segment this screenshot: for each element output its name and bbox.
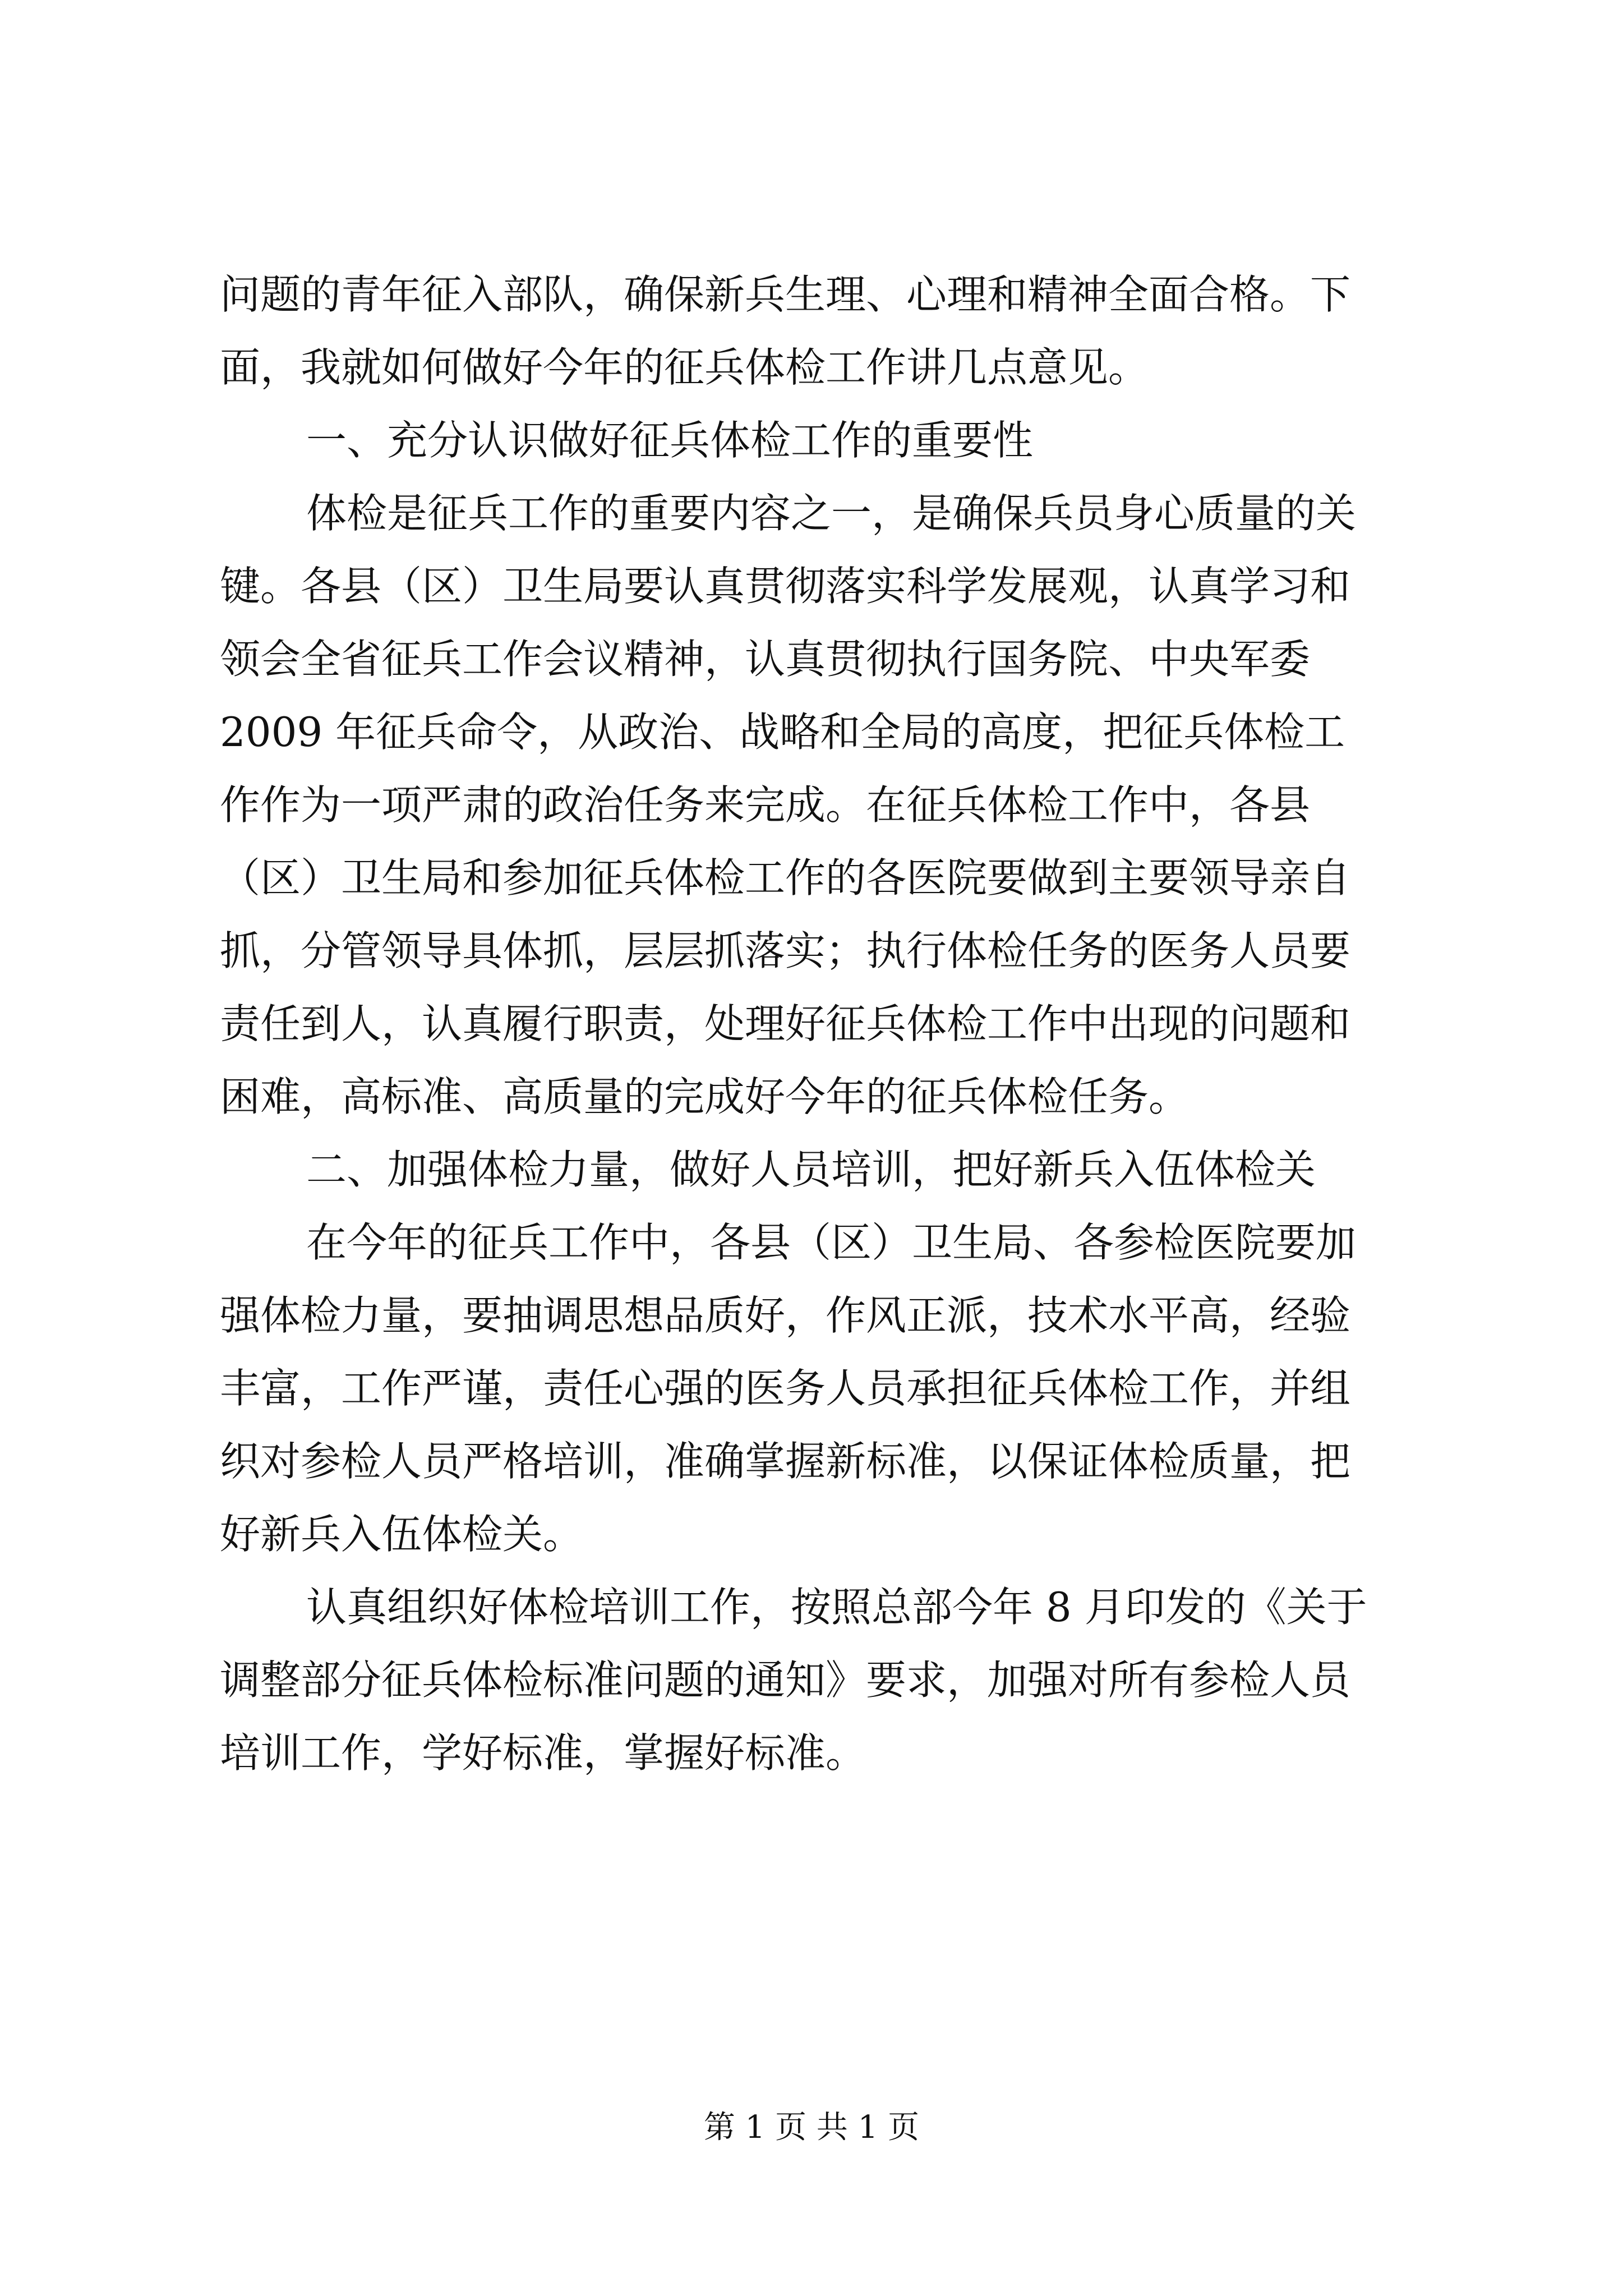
body-line: 键。各县（区）卫生局要认真贯彻落实科学发展观，认真学习和 bbox=[220, 563, 1351, 610]
body-line: 在今年的征兵工作中，各县（区）卫生局、各参检医院要加 bbox=[306, 1219, 1357, 1266]
body-line: 调整部分征兵体检标准问题的通知》要求，加强对所有参检人员 bbox=[220, 1657, 1351, 1704]
body-line: 体检是征兵工作的重要内容之一，是确保兵员身心质量的关 bbox=[306, 490, 1357, 537]
body-line: 丰富，工作严谨，责任心强的医务人员承担征兵体检工作，并组 bbox=[220, 1365, 1351, 1412]
body-line: 作作为一项严肃的政治任务来完成。在征兵体检工作中，各县 bbox=[220, 781, 1311, 829]
body-line: 培训工作，学好标准，掌握好标准。 bbox=[220, 1729, 866, 1777]
body-line: 认真组织好体检培训工作，按照总部今年 8 月印发的《关于 bbox=[306, 1584, 1367, 1631]
body-line: 织对参检人员严格培训，准确掌握新标准，以保证体检质量，把 bbox=[220, 1438, 1351, 1485]
section-heading: 二、加强体检力量，做好人员培训，把好新兵入伍体检关 bbox=[306, 1146, 1316, 1193]
body-line: 领会全省征兵工作会议精神，认真贯彻执行国务院、中央军委 bbox=[220, 636, 1311, 683]
body-line: 责任到人，认真履行职责，处理好征兵体检工作中出现的问题和 bbox=[220, 1000, 1351, 1047]
page-footer: 第 1 页 共 1 页 bbox=[703, 2109, 920, 2146]
body-line: 2009 年征兵命令，从政治、战略和全局的高度，把征兵体检工 bbox=[220, 708, 1345, 756]
body-line: 困难，高标准、高质量的完成好今年的征兵体检任务。 bbox=[220, 1073, 1189, 1120]
body-line: 好新兵入伍体检关。 bbox=[220, 1511, 584, 1558]
body-line: 问题的青年征入部队，确保新兵生理、心理和精神全面合格。下 bbox=[220, 271, 1351, 318]
document-body bbox=[220, 258, 1403, 1789]
body-line: 抓，分管领导具体抓，层层抓落实；执行体检任务的医务人员要 bbox=[220, 927, 1351, 974]
body-line: 面，我就如何做好今年的征兵体检工作讲几点意见。 bbox=[220, 344, 1149, 391]
body-line: （区）卫生局和参加征兵体检工作的各医院要做到主要领导亲自 bbox=[220, 854, 1351, 901]
body-line: 强体检力量，要抽调思想品质好，作风正派，技术水平高，经验 bbox=[220, 1292, 1351, 1339]
section-heading: 一、充分认识做好征兵体检工作的重要性 bbox=[306, 417, 1034, 464]
